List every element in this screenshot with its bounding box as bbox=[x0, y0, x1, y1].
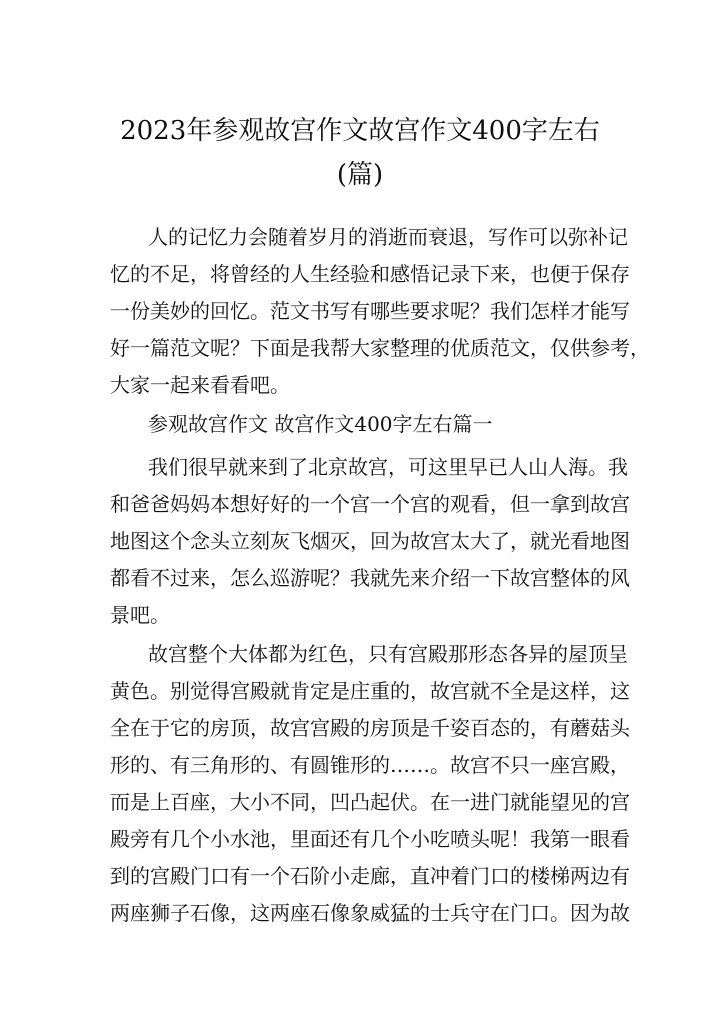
paragraph-3-line-1: 我们很早就来到了北京故宫，可这里早已人山人海。我 bbox=[148, 455, 628, 479]
paragraph-3-line-2: 和爸爸妈妈本想好好的一个宫一个宫的观看，但一拿到故宫 bbox=[110, 492, 630, 516]
paragraph-3-line-5: 景吧。 bbox=[110, 603, 170, 627]
document-title-line-1: 2023年参观故宫作文故宫作文400字左右 bbox=[120, 116, 600, 146]
paragraph-4-line-8: 两座狮子石像，这两座石像象威猛的士兵守在门口。因为故 bbox=[110, 901, 630, 925]
paragraph-4-line-3: 全在于它的房顶，故宫宫殿的房顶是千姿百态的，有蘑菇头 bbox=[110, 716, 630, 740]
paragraph-1-line-3: 一份美妙的回忆。范文书写有哪些要求呢？我们怎样才能写 bbox=[110, 299, 630, 323]
paragraph-1-line-1: 人的记忆力会随着岁月的消逝而衰退，写作可以弥补记 bbox=[148, 225, 628, 249]
paragraph-4-line-1: 故宫整个大体都为红色，只有宫殿那形态各异的屋顶呈 bbox=[148, 642, 628, 666]
paragraph-1-line-4: 好一篇范文呢？下面是我帮大家整理的优质范文，仅供参考， bbox=[110, 336, 650, 360]
paragraph-4-line-4: 形的、有三角形的、有圆锥形的……。故宫不只一座宫殿， bbox=[110, 753, 630, 777]
paragraph-1-line-5: 大家一起来看看吧。 bbox=[110, 373, 290, 397]
paragraph-4-line-5: 而是上百座，大小不同，凹凸起伏。在一进门就能望见的宫 bbox=[110, 790, 630, 814]
section-heading: 参观故宫作文 故宫作文400字左右篇一 bbox=[148, 412, 493, 436]
paragraph-1-line-2: 忆的不足，将曾经的人生经验和感悟记录下来，也便于保存 bbox=[110, 262, 630, 286]
paragraph-3-line-3: 地图这个念头立刻灰飞烟灭，回为故宫太大了，就光看地图 bbox=[110, 529, 630, 553]
paragraph-4-line-7: 到的宫殿门口有一个石阶小走廊，直冲着门口的楼梯两边有 bbox=[110, 864, 630, 888]
document-title-line-2: (篇) bbox=[336, 160, 384, 190]
paragraph-4-line-2: 黄色。别觉得宫殿就肯定是庄重的，故宫就不全是这样，这 bbox=[110, 679, 630, 703]
paragraph-4-line-6: 殿旁有几个小水池，里面还有几个小吃喷头呢！我第一眼看 bbox=[110, 827, 630, 851]
paragraph-3-line-4: 都看不过来，怎么巡游呢？我就先来介绍一下故宫整体的风 bbox=[110, 566, 630, 590]
